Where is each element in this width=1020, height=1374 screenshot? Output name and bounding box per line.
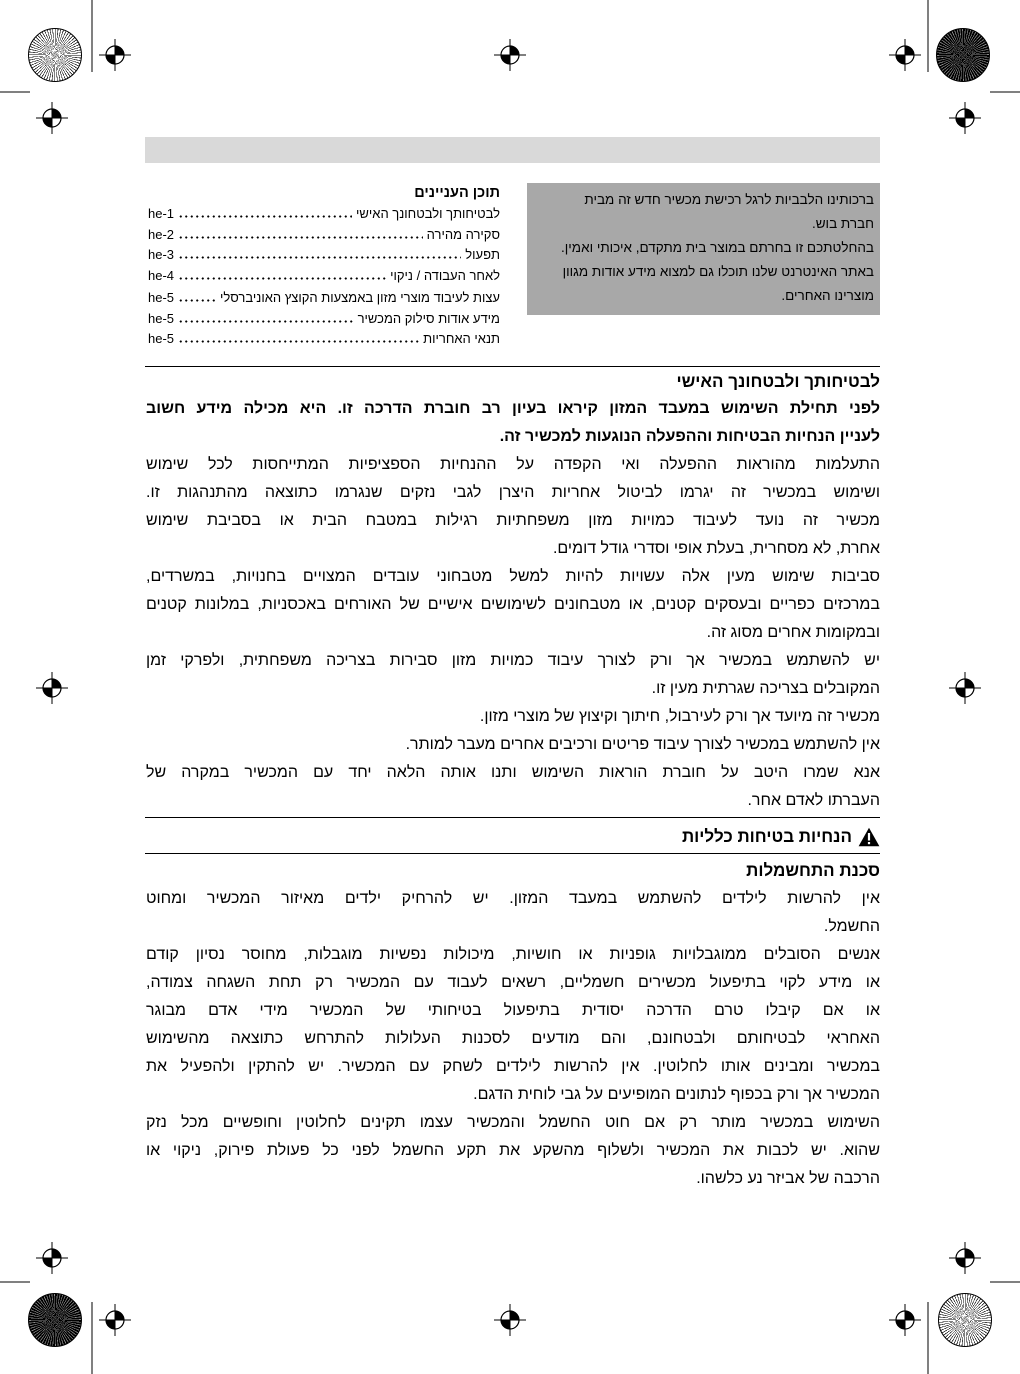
body-line: [145, 1025, 880, 1053]
registration-target-icon: [36, 672, 68, 704]
subsection-title: סכנת התחשמלות: [746, 861, 880, 880]
body-line: [145, 479, 880, 507]
color-registration-icon: [28, 28, 82, 82]
toc-entry-page: he-4: [148, 267, 175, 283]
toc-entry-label: לאחר העבודה / ניקוי: [390, 267, 500, 283]
body-line-text: ובמקומות אחרים מסוג זה.: [706, 624, 880, 641]
body-line: [145, 885, 880, 913]
intro-line: [533, 212, 874, 236]
body-line-text: ושימוש במכשיר זה יגרמו לביטול אחריות היצרן לגבי נזקים שנגרמו כתוצאה מהתנהגות זו.: [146, 484, 880, 501]
toc-entry[interactable]: [148, 225, 500, 246]
toc-dot-leader: [178, 211, 352, 218]
body-line-text: החשמל.: [823, 918, 880, 935]
toc-dot-leader: [178, 316, 354, 323]
registration-target-icon: [99, 39, 131, 71]
intro-line-text: באתר האינטרנט שלנו תוכלו גם למצוא מידע אודות מגוון: [562, 264, 874, 279]
toc-entry-page: he-5: [148, 310, 175, 326]
registration-target-icon: [99, 1304, 131, 1336]
toc-dot-leader: [178, 273, 386, 280]
body-line-text: או מידע לקוי בתיפעול מכשירים חשמליים, רשאים לעבוד עם המכשיר רק תחת השגחה צמודה,: [146, 974, 880, 991]
body-line: [145, 997, 880, 1025]
toc-entry-label: סקירה מהירה: [426, 226, 500, 242]
body-line: [145, 1165, 880, 1193]
section-title: לבטיחותך ולבטחונך האישי: [676, 372, 880, 391]
body-line: [145, 759, 880, 787]
registration-target-icon: [949, 102, 981, 134]
body-line: [145, 787, 880, 815]
toc-entry-page: he-2: [148, 226, 175, 242]
divider: [145, 817, 880, 818]
intro-line-text: חברת בוש.: [811, 216, 874, 231]
body-line-text: אין להרשות לילדים להשתמש במעבד המזון. יש להרחיק ילדים מאיזור המכשיר ומחוט: [146, 890, 880, 907]
toc-entry-label: לבטיחותך ולבטחונך האישי: [356, 206, 500, 221]
body-line: [145, 913, 880, 941]
toc-dot-leader: [178, 232, 423, 239]
body-line-text: מכשיר זה נועד לעיבוד כמויות מזון משפחתיות רגילות במטבח הבית או בסביבת שימוש: [146, 512, 880, 529]
color-registration-icon: [28, 1293, 82, 1347]
intro-line: [533, 284, 874, 308]
body-line: [145, 969, 880, 997]
toc-entry-label: מידע אודות סילוק המכשיר: [357, 310, 500, 326]
body-line-text: או אם קיבלו טרם הדרכה יסודית בתיפעול בטיחותי של המכשיר מידי אדם מבוגר: [146, 1002, 880, 1019]
body-line-text: המקובלים בצריכה שגרתית מעין זו.: [651, 680, 880, 697]
body-line: [145, 703, 880, 731]
body-line-text: התעלמות מהוראות ההפעלה ואי הקפדה על ההנחיות הספציפיות המתייחסות לכל שימוש: [146, 456, 880, 473]
body-line: [145, 647, 880, 675]
body-line-text: לעניין הנחיות הבטיחות וההפעלה הנוגעות למכשיר זה.: [499, 428, 880, 445]
toc-dot-leader: [178, 336, 419, 343]
intro-box: [527, 183, 880, 315]
intro-line: [533, 236, 874, 260]
paragraph: [145, 395, 880, 451]
body-line: [145, 941, 880, 969]
toc-entry-label: עצות לעיבוד מוצרי מזון באמצעות הקוצץ האוניברסלי: [220, 290, 500, 305]
registration-target-icon: [494, 1304, 526, 1336]
paragraph: [145, 563, 880, 647]
body-line-text: יש להשתמש במכשיר אך ורק לצורך עיבוד כמויות מזון סבירות בצריכה משפחתית, ולפרקי זמן: [146, 652, 880, 669]
body-line: [145, 731, 880, 759]
toc-entry[interactable]: [148, 288, 500, 309]
body-line: [145, 423, 880, 451]
toc-entry-label: תפעול: [465, 247, 500, 262]
toc-entry[interactable]: [148, 309, 500, 330]
body-line: [145, 1137, 880, 1165]
registration-target-icon: [949, 1242, 981, 1274]
toc-title: תוכן העניינים: [414, 185, 500, 201]
registration-target-icon: [889, 39, 921, 71]
color-registration-icon: [938, 1293, 992, 1347]
body-line-text: העברתו לאדם אחר.: [747, 792, 880, 809]
body-line-text: במכשיר ומבינים אותו לחלוטין. אין להרשות לילדים לשחק עם המכשיר. יש להתקין ולהפעיל את: [146, 1058, 880, 1075]
body-line: [145, 507, 880, 535]
registration-target-icon: [494, 39, 526, 71]
body-line: [145, 675, 880, 703]
paragraph: [145, 703, 880, 731]
intro-line-text: מוצרינו האחרים.: [781, 288, 874, 303]
intro-line-text: בהחלטתכם זו בחרתם במוצר בית מתקדם, איכותי ואמין.: [561, 240, 874, 255]
body-line-text: השימוש במכשיר מותר רק אם חוט החשמל והמכשיר עצמו תקינים לחלוטין וחופשיים מכל נזק: [146, 1114, 880, 1131]
toc-entry-label: תנאי האחריות: [423, 331, 500, 346]
toc-entry-page: he-5: [148, 290, 175, 305]
body-line-text: האחראי לבטיחותם ולבטחונם, והם מודעים לסכנות העלולות להתרחש כתוצאה מהשימוש: [146, 1030, 880, 1047]
section-title: הנחיות בטיחות כלליות: [681, 826, 852, 846]
registration-target-icon: [36, 1242, 68, 1274]
toc-dot-leader: [178, 252, 461, 259]
body-line: [145, 1081, 880, 1109]
toc-entry-page: he-3: [148, 247, 175, 262]
body-line-text: לפני תחילת השימוש במעבד המזון קיראו בעיון רב חוברת הדרכה זו. היא מכילה מידע חשוב: [146, 400, 880, 417]
paragraph: [145, 731, 880, 759]
intro-line-text: ברכותינו הלבביות לרגל רכישת מכשיר חדש זה מבית: [584, 192, 874, 207]
paragraph: [145, 451, 880, 507]
section-personal-body: [145, 395, 880, 815]
toc-entry[interactable]: [148, 329, 500, 350]
body-line: [145, 563, 880, 591]
section-general-body: [145, 885, 880, 1193]
toc-entry[interactable]: [148, 266, 500, 287]
registration-target-icon: [949, 672, 981, 704]
body-line-text: אנא שמרו היטב על חוברת הוראות השימוש ותנו אותה הלאה יחד עם המכשיר במקרה של: [146, 764, 880, 781]
body-line-text: אנשים הסובלים ממוגבלויות גופניות או חושיות, מיכולות נפשיות מוגבלות, מחוסר נסיון קודם: [146, 946, 880, 963]
body-line: [145, 619, 880, 647]
divider: [145, 366, 880, 367]
paragraph: [145, 941, 880, 1109]
paragraph: [145, 507, 880, 563]
paragraph: [145, 759, 880, 815]
paragraph: [145, 885, 880, 941]
section-title-row: [145, 823, 880, 850]
body-line: [145, 1109, 880, 1137]
intro-line: [533, 188, 874, 212]
body-line-text: במרכזים כפריים ובעסקים קטנים, או מטבחונים לשימושים אישיים של האורחים באכסניות, במלונות קטנים: [146, 596, 880, 613]
body-line: [145, 591, 880, 619]
color-registration-icon: [936, 28, 990, 82]
intro-line: [533, 260, 874, 284]
toc-dot-leader: [178, 295, 216, 302]
body-line-text: סביבות שימוש מעין אלה עשויות להיות למשל מטבחוני עובדים המצויים בחנויות, במשרדים,: [146, 568, 880, 585]
header-bar: [145, 137, 880, 163]
table-of-contents: [148, 183, 500, 350]
body-line-text: אין להשתמש במכשיר לצורך עיבוד פריטים ורכיבים אחרים מעבר למותר.: [405, 736, 880, 753]
body-line-text: המכשיר אך ורק בכפוף לנתונים המופיעים על גבי לוחית הדגם.: [473, 1086, 880, 1103]
paragraph: [145, 647, 880, 703]
registration-target-icon: [889, 1304, 921, 1336]
warning-triangle-icon: [858, 827, 880, 847]
body-line: [145, 395, 880, 423]
toc-entry[interactable]: [148, 204, 500, 225]
divider: [145, 853, 880, 854]
body-line-text: אחרת, לא מסחרית, בעלת אופי וסדרי גודל דומים.: [552, 540, 880, 557]
paragraph: [145, 1109, 880, 1193]
body-line-text: הרכבה של אביזר נע כלשהו.: [696, 1170, 880, 1187]
toc-entry-page: he-5: [148, 331, 175, 346]
body-line: [145, 1053, 880, 1081]
body-line: [145, 451, 880, 479]
body-line-text: מכשיר זה מיועד אך ורק לעירבול, חיתוך וקיצוץ של מוצרי מזון.: [479, 708, 880, 725]
body-line: [145, 535, 880, 563]
toc-entry[interactable]: [148, 245, 500, 266]
body-line-text: שהוא. יש לכבות את המכשיר ולשלוף מהשקע את תקע החשמל לפני כל פעולת פירוק, ניקוי או: [146, 1142, 880, 1159]
registration-target-icon: [36, 102, 68, 134]
toc-entry-page: he-1: [148, 206, 175, 221]
